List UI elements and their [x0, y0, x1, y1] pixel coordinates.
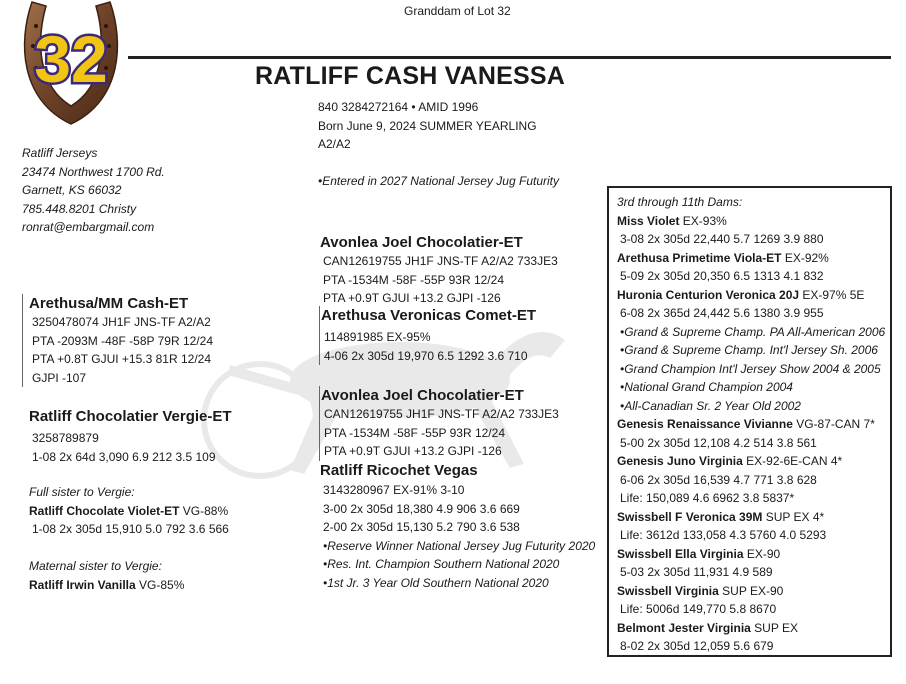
animal-born-line: Born June 9, 2024 SUMMER YEARLING	[318, 118, 537, 133]
detail-line: PTA -1534M -58F -55P 93R 12/24	[324, 425, 505, 440]
detail-line: CAN12619755 JH1F JNS-TF A2/A2 733JE3	[323, 254, 558, 268]
entry-note: •Entered in 2027 National Jersey Jug Futurity	[318, 173, 559, 188]
sire-sire-entry	[320, 233, 558, 308]
dam-name: Ratliff Chocolatier Vergie-ET	[29, 408, 232, 425]
ancestor-dam-honor: •Grand & Supreme Champ. Int'l Jersey Sh. 2006	[620, 343, 878, 357]
maternal-sister-block	[29, 557, 184, 594]
honor-line: •Res. Int. Champion Southern National 2020	[323, 557, 560, 571]
animal-id-line: 840 3284272164 • AMID 1996	[318, 100, 479, 114]
sire-dam-entry	[319, 306, 536, 365]
consignor-email: ronrat@embargmail.com	[22, 220, 155, 234]
lot-number: 32	[34, 22, 108, 96]
ancestor-dam-name-line	[617, 212, 890, 231]
sire-dam-name: Arethusa Veronicas Comet-ET	[321, 307, 537, 324]
detail-line: PTA +0.9T GJUI +13.2 GJPI -126	[323, 291, 501, 305]
ancestor-dam-classification: EX-90	[743, 546, 781, 561]
detail-line: CAN12619755 JH1F JNS-TF A2/A2 733JE3	[324, 407, 559, 421]
granddam-entry	[320, 461, 595, 592]
ancestor-dam-honor: •Grand & Supreme Champ. PA All-American 2006	[620, 324, 886, 339]
dams-heading: 3rd through 11th Dams:	[617, 195, 743, 209]
consignor-block	[22, 144, 165, 237]
ancestor-dam-classification: EX-97% 5E	[799, 287, 865, 302]
ancestor-dam-name: Belmont Jester Virginia	[617, 620, 751, 635]
honor-line: •Reserve Winner National Jersey Jug Futurity 2020	[323, 538, 596, 553]
ancestor-dam-name: Swissbell Ella Virginia	[617, 546, 744, 561]
detail-line: 4-06 2x 305d 19,970 6.5 1292 3.6 710	[324, 348, 528, 363]
consignor-line: Ratliff Jerseys	[22, 146, 98, 160]
dam-entry	[29, 407, 232, 466]
maternal-sister-score: VG-85%	[135, 577, 185, 592]
ancestor-dam-record: Life: 3612d 133,058 4.3 5760 4.0 5293	[620, 528, 827, 542]
full-sister-block	[29, 483, 229, 539]
ancestor-dam-name-line	[617, 545, 890, 564]
consignor-line: Garnett, KS 66032	[22, 183, 122, 197]
ancestor-dam-classification: VG-87-CAN 7*	[792, 417, 875, 431]
detail-line: PTA +0.8T GJUI +15.3 81R 12/24	[32, 352, 211, 366]
ancestor-dam-name-line	[617, 619, 890, 638]
ancestor-dam-name: Huronia Centurion Veronica 20J	[617, 287, 800, 302]
animal-info	[318, 98, 559, 190]
ancestor-dam-classification: SUP EX-90	[718, 583, 784, 598]
full-sister-label: Full sister to Vergie:	[29, 485, 135, 499]
granddam-name: Ratliff Ricochet Vegas	[320, 462, 478, 479]
detail-line: PTA +0.9T GJUI +13.2 GJPI -126	[324, 444, 502, 458]
ancestor-dam-name: Swissbell Virginia	[617, 583, 719, 598]
ancestor-dam-name-line	[617, 286, 890, 305]
full-sister-record: 1-08 2x 305d 15,910 5.0 792 3.6 566	[32, 522, 229, 536]
ancestor-dam-record: 3-08 2x 305d 22,440 5.7 1269 3.9 880	[620, 232, 824, 246]
honor-line: •1st Jr. 3 Year Old Southern National 2020	[323, 575, 549, 590]
ancestor-dam-name: Arethusa Primetime Viola-ET	[617, 250, 782, 265]
detail-line: GJPI -107	[32, 370, 87, 385]
ancestor-dam-classification: SUP EX 4*	[762, 509, 825, 524]
detail-line: 3143280967 EX-91% 3-10	[323, 483, 465, 497]
ancestor-dam-record: 5-03 2x 305d 11,931 4.9 589	[620, 565, 773, 579]
ancestor-dam-name-line	[617, 415, 890, 434]
ancestor-dam-record: Life: 150,089 4.6 6962 3.8 5837*	[620, 491, 795, 505]
ancestor-dam-record: 5-00 2x 305d 12,108 4.2 514 3.8 561	[620, 435, 817, 450]
horseshoe-icon	[12, 0, 130, 132]
detail-line: PTA -2093M -48F -58P 79R 12/24	[32, 333, 213, 348]
ancestor-dam-name: Genesis Juno Virginia	[617, 454, 743, 468]
header-rule	[128, 56, 891, 59]
ancestor-dam-record: Life: 5006d 149,770 5.8 8670	[620, 602, 777, 616]
detail-line: 3-00 2x 305d 18,380 4.9 906 3.6 669	[323, 501, 520, 516]
ancestor-dam-honor: •National Grand Champion 2004	[620, 380, 793, 394]
ancestor-dam-name-line	[617, 582, 890, 601]
ancestor-dam-honor: •All-Canadian Sr. 2 Year Old 2002	[620, 398, 801, 413]
full-sister-score: VG-88%	[179, 503, 229, 518]
detail-line: PTA -1534M -58F -55P 93R 12/24	[323, 272, 504, 287]
full-sister-name: Ratliff Chocolate Violet-ET	[29, 503, 180, 518]
maternal-sister-label: Maternal sister to Vergie:	[29, 559, 162, 573]
dams-list	[609, 212, 890, 656]
ancestor-dam-name-line	[617, 452, 890, 471]
page-title: RATLIFF CASH VANESSA	[255, 62, 566, 90]
ancestor-dam-honor: •Grand Champion Int'l Jersey Show 2004 & 2005	[620, 361, 881, 376]
ancestor-dam-record: 8-02 2x 305d 12,059 5.6 679	[620, 639, 774, 653]
ancestor-dam-name: Miss Violet	[617, 213, 680, 228]
dam-sire-name: Avonlea Joel Chocolatier-ET	[321, 387, 524, 404]
ancestor-dam-record: 6-06 2x 305d 16,539 4.7 771 3.8 628	[620, 472, 817, 487]
detail-line: 114891985 EX-95%	[324, 330, 431, 344]
ancestor-dam-name-line	[617, 508, 890, 527]
ancestor-dam-name: Genesis Renaissance Vivianne	[617, 417, 793, 431]
ancestor-dam-name-line	[617, 249, 890, 268]
ancestor-dam-classification: EX-92%	[781, 250, 829, 265]
animal-genotype: A2/A2	[318, 137, 351, 151]
ancestor-dam-classification: SUP EX	[750, 620, 798, 635]
ancestor-dams-box	[607, 186, 892, 657]
ancestor-dam-record: 6-08 2x 365d 24,442 5.6 1380 3.9 955	[620, 306, 824, 320]
ancestor-dam-classification: EX-93%	[679, 213, 727, 228]
maternal-sister-name: Ratliff Irwin Vanilla	[29, 577, 136, 592]
granddam-caption: Granddam of Lot 32	[404, 4, 511, 18]
consignor-line: 23474 Northwest 1700 Rd.	[22, 164, 165, 179]
dam-sire-entry	[319, 386, 559, 461]
sire-entry	[22, 294, 213, 387]
consignor-line: 785.448.8201 Christy	[22, 201, 137, 216]
sire-name: Arethusa/MM Cash-ET	[29, 295, 189, 312]
detail-line: 3258789879	[32, 431, 99, 445]
sire-sire-name: Avonlea Joel Chocolatier-ET	[320, 234, 523, 251]
ancestor-dam-record: 5-09 2x 305d 20,350 6.5 1313 4.1 832	[620, 269, 824, 283]
detail-line: 2-00 2x 305d 15,130 5.2 790 3.6 538	[323, 520, 520, 534]
detail-line: 3250478074 JH1F JNS-TF A2/A2	[32, 315, 211, 329]
ancestor-dam-name: Swissbell F Veronica 39M	[617, 509, 763, 524]
ancestor-dam-classification: EX-92-6E-CAN 4*	[742, 454, 843, 468]
detail-line: 1-08 2x 64d 3,090 6.9 212 3.5 109	[32, 449, 216, 464]
